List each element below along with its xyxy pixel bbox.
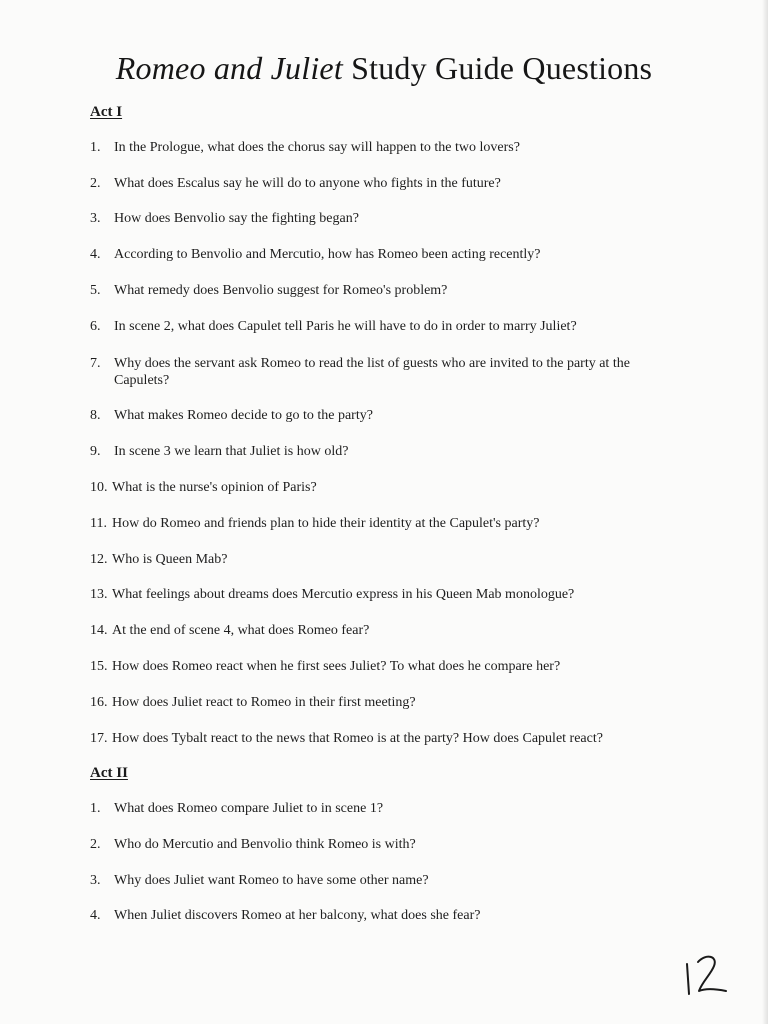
- question-item: [90, 407, 680, 424]
- question-item: [90, 872, 680, 889]
- question-text: Who is Queen Mab?: [112, 552, 228, 567]
- question-text: How do Romeo and friends plan to hide their identity at the Capulet's party?: [112, 516, 540, 531]
- question-number: 13.: [90, 587, 108, 602]
- question-number: 14.: [90, 623, 108, 638]
- question-text: In scene 3 we learn that Juliet is how old?: [114, 444, 349, 459]
- question-text: What does Romeo compare Juliet to in scene 1?: [114, 801, 384, 816]
- question-text: In the Prologue, what does the chorus say will happen to the two lovers?: [114, 140, 520, 155]
- question-text: Why does the servant ask Romeo to read the list of guests who are invited to the party at the Capulets?: [114, 356, 630, 388]
- question-number: 15.: [90, 659, 108, 674]
- question-item: [90, 515, 680, 532]
- question-text: Who do Mercutio and Benvolio think Romeo is with?: [114, 837, 416, 852]
- question-item: [90, 694, 680, 711]
- question-text: According to Benvolio and Mercutio, how has Romeo been acting recently?: [114, 247, 541, 262]
- question-item: [90, 586, 680, 603]
- question-item: [90, 730, 680, 747]
- question-number: 2.: [90, 176, 101, 191]
- question-text: When Juliet discovers Romeo at her balcony, what does she fear?: [114, 908, 481, 923]
- question-text: How does Benvolio say the fighting began?: [114, 211, 359, 226]
- question-item: [90, 246, 680, 263]
- question-item: [90, 318, 680, 335]
- question-item: [90, 551, 680, 568]
- question-text: What remedy does Benvolio suggest for Romeo's problem?: [114, 283, 448, 298]
- question-item: [90, 836, 680, 853]
- question-number: 2.: [90, 837, 101, 852]
- question-text: What does Escalus say he will do to anyone who fights in the future?: [114, 176, 501, 191]
- question-text: What makes Romeo decide to go to the party?: [114, 408, 373, 423]
- question-item: [90, 800, 680, 817]
- question-number: 12.: [90, 552, 108, 567]
- question-number: 9.: [90, 444, 101, 459]
- question-number: 16.: [90, 695, 108, 710]
- question-number: 17.: [90, 731, 108, 746]
- question-number: 1.: [90, 140, 101, 155]
- question-number: 5.: [90, 283, 101, 298]
- question-text: What feelings about dreams does Mercutio express in his Queen Mab monologue?: [112, 587, 575, 602]
- question-text: Why does Juliet want Romeo to have some other name?: [114, 873, 429, 888]
- question-item: [90, 907, 680, 924]
- question-text: At the end of scene 4, what does Romeo fear?: [112, 623, 370, 638]
- question-text: What is the nurse's opinion of Paris?: [112, 480, 317, 495]
- handwritten-page-number: [680, 950, 732, 998]
- question-item: [90, 282, 680, 299]
- question-number: 3.: [90, 211, 101, 226]
- question-text: How does Juliet react to Romeo in their first meeting?: [112, 695, 416, 710]
- question-item: [90, 210, 680, 227]
- section-heading-act-1: Act I: [90, 104, 123, 120]
- question-item: [90, 355, 680, 389]
- question-item: [90, 622, 680, 639]
- question-number: 10.: [90, 480, 108, 495]
- scan-edge-shadow: [762, 0, 768, 1024]
- question-item: [90, 479, 680, 496]
- question-number: 6.: [90, 319, 101, 334]
- question-number: 4.: [90, 908, 101, 923]
- title-italic-part: Romeo and Juliet: [115, 50, 343, 86]
- question-text: In scene 2, what does Capulet tell Paris he will have to do in order to marry Juliet?: [114, 319, 577, 334]
- question-number: 3.: [90, 873, 101, 888]
- question-text: How does Romeo react when he first sees Juliet? To what does he compare her?: [112, 659, 561, 674]
- question-item: [90, 139, 680, 156]
- question-text: How does Tybalt react to the news that Romeo is at the party? How does Capulet react?: [112, 731, 603, 746]
- question-item: [90, 175, 680, 192]
- question-number: 1.: [90, 801, 101, 816]
- page-title: [0, 48, 768, 88]
- question-number: 11.: [90, 516, 107, 531]
- question-number: 7.: [90, 356, 101, 371]
- question-item: [90, 658, 680, 675]
- question-number: 8.: [90, 408, 101, 423]
- question-item: [90, 443, 680, 460]
- section-heading-act-2: Act II: [90, 765, 128, 781]
- question-number: 4.: [90, 247, 101, 262]
- title-rest: Study Guide Questions: [342, 50, 653, 86]
